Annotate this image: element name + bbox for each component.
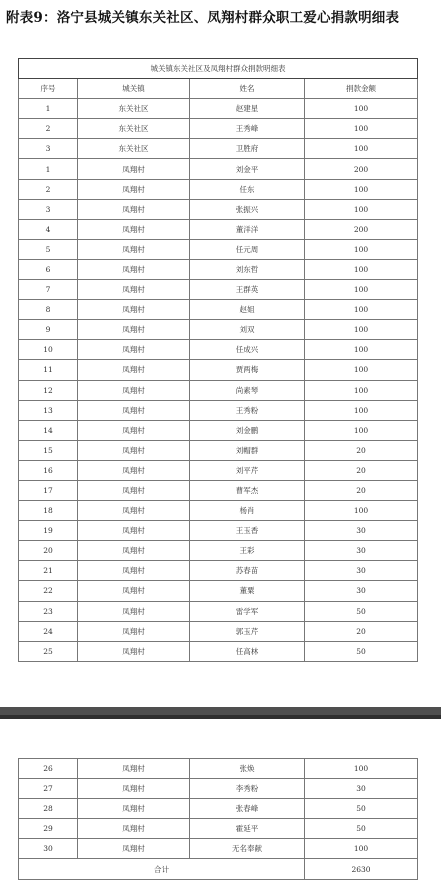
row-name-cell: 王秀峰 bbox=[190, 119, 305, 139]
row-amount-cell: 100 bbox=[305, 280, 418, 300]
row-amount-cell: 30 bbox=[305, 521, 418, 541]
row-amount-cell: 30 bbox=[305, 541, 418, 561]
row-name-cell: 霍延平 bbox=[190, 819, 305, 839]
row-amount-cell: 100 bbox=[305, 340, 418, 360]
donation-table bbox=[18, 58, 418, 662]
row-seq-cell: 7 bbox=[19, 280, 78, 300]
row-name-cell: 刘双 bbox=[190, 320, 305, 340]
row-name-cell: 董洋洋 bbox=[190, 219, 305, 239]
row-seq-cell: 23 bbox=[19, 601, 78, 621]
row-amount-cell: 100 bbox=[305, 420, 418, 440]
row-seq-cell: 10 bbox=[19, 340, 78, 360]
row-name-cell: 王秀粉 bbox=[190, 400, 305, 420]
total-row bbox=[19, 859, 418, 879]
row-name-cell: 曹军杰 bbox=[190, 480, 305, 500]
row-town-cell: 凤翔村 bbox=[78, 480, 190, 500]
row-seq-cell: 5 bbox=[19, 239, 78, 259]
row-seq-cell: 18 bbox=[19, 501, 78, 521]
row-town-cell: 凤翔村 bbox=[78, 601, 190, 621]
table-row bbox=[19, 380, 418, 400]
row-amount-cell: 20 bbox=[305, 440, 418, 460]
row-seq-cell: 3 bbox=[19, 199, 78, 219]
row-town-cell: 凤翔村 bbox=[78, 440, 190, 460]
donation-table-continued bbox=[18, 758, 418, 880]
header-town: 城关镇 bbox=[78, 79, 190, 99]
row-amount-cell: 20 bbox=[305, 460, 418, 480]
row-name-cell: 张焕 bbox=[190, 759, 305, 779]
table-row bbox=[19, 621, 418, 641]
table-caption-row bbox=[19, 59, 418, 79]
row-amount-cell: 100 bbox=[305, 759, 418, 779]
row-town-cell: 凤翔村 bbox=[78, 581, 190, 601]
row-name-cell: 刘帽群 bbox=[190, 440, 305, 460]
row-seq-cell: 9 bbox=[19, 320, 78, 340]
row-seq-cell: 3 bbox=[19, 139, 78, 159]
row-amount-cell: 100 bbox=[305, 239, 418, 259]
total-label: 合计 bbox=[19, 859, 305, 879]
row-town-cell: 凤翔村 bbox=[78, 199, 190, 219]
row-amount-cell: 100 bbox=[305, 119, 418, 139]
total-value: 2630 bbox=[305, 859, 418, 879]
table-row bbox=[19, 159, 418, 179]
row-name-cell: 郭玉芹 bbox=[190, 621, 305, 641]
row-seq-cell: 17 bbox=[19, 480, 78, 500]
row-town-cell: 东关社区 bbox=[78, 99, 190, 119]
table-row bbox=[19, 839, 418, 859]
row-name-cell: 赵建星 bbox=[190, 99, 305, 119]
row-amount-cell: 100 bbox=[305, 839, 418, 859]
table-row bbox=[19, 280, 418, 300]
donation-table-page-2 bbox=[18, 758, 418, 880]
table-row bbox=[19, 360, 418, 380]
row-seq-cell: 25 bbox=[19, 641, 78, 661]
row-seq-cell: 15 bbox=[19, 440, 78, 460]
table-row bbox=[19, 199, 418, 219]
table-row bbox=[19, 139, 418, 159]
row-name-cell: 任元周 bbox=[190, 239, 305, 259]
table-row bbox=[19, 799, 418, 819]
row-name-cell: 刘金鹏 bbox=[190, 420, 305, 440]
table-caption: 城关镇东关社区及凤翔村群众捐款明细表 bbox=[19, 59, 418, 79]
row-amount-cell: 100 bbox=[305, 139, 418, 159]
table-row bbox=[19, 239, 418, 259]
table-row bbox=[19, 601, 418, 621]
row-town-cell: 凤翔村 bbox=[78, 561, 190, 581]
row-amount-cell: 100 bbox=[305, 300, 418, 320]
row-amount-cell: 50 bbox=[305, 641, 418, 661]
row-seq-cell: 21 bbox=[19, 561, 78, 581]
page-break-divider bbox=[0, 707, 441, 719]
row-town-cell: 凤翔村 bbox=[78, 460, 190, 480]
table-row bbox=[19, 501, 418, 521]
row-amount-cell: 200 bbox=[305, 159, 418, 179]
row-town-cell: 凤翔村 bbox=[78, 521, 190, 541]
row-amount-cell: 100 bbox=[305, 400, 418, 420]
row-name-cell: 任成兴 bbox=[190, 340, 305, 360]
row-name-cell: 王群英 bbox=[190, 280, 305, 300]
row-town-cell: 东关社区 bbox=[78, 119, 190, 139]
row-town-cell: 凤翔村 bbox=[78, 320, 190, 340]
row-seq-cell: 11 bbox=[19, 360, 78, 380]
table-row bbox=[19, 641, 418, 661]
row-amount-cell: 50 bbox=[305, 819, 418, 839]
row-amount-cell: 100 bbox=[305, 99, 418, 119]
row-town-cell: 凤翔村 bbox=[78, 340, 190, 360]
row-seq-cell: 26 bbox=[19, 759, 78, 779]
row-town-cell: 凤翔村 bbox=[78, 159, 190, 179]
table-row bbox=[19, 541, 418, 561]
page-gap bbox=[0, 719, 441, 758]
row-name-cell: 苏春苗 bbox=[190, 561, 305, 581]
row-amount-cell: 20 bbox=[305, 480, 418, 500]
row-amount-cell: 100 bbox=[305, 360, 418, 380]
row-name-cell: 卫胜府 bbox=[190, 139, 305, 159]
row-town-cell: 凤翔村 bbox=[78, 380, 190, 400]
row-seq-cell: 24 bbox=[19, 621, 78, 641]
table-row bbox=[19, 99, 418, 119]
row-name-cell: 贾两梅 bbox=[190, 360, 305, 380]
row-town-cell: 凤翔村 bbox=[78, 219, 190, 239]
table-row bbox=[19, 581, 418, 601]
row-town-cell: 凤翔村 bbox=[78, 839, 190, 859]
row-name-cell: 任高林 bbox=[190, 641, 305, 661]
row-seq-cell: 16 bbox=[19, 460, 78, 480]
row-town-cell: 凤翔村 bbox=[78, 420, 190, 440]
row-name-cell: 杨肖 bbox=[190, 501, 305, 521]
row-seq-cell: 12 bbox=[19, 380, 78, 400]
row-name-cell: 王彩 bbox=[190, 541, 305, 561]
row-amount-cell: 50 bbox=[305, 601, 418, 621]
row-town-cell: 凤翔村 bbox=[78, 300, 190, 320]
header-seq: 序号 bbox=[19, 79, 78, 99]
table-row bbox=[19, 521, 418, 541]
row-town-cell: 东关社区 bbox=[78, 139, 190, 159]
table-row bbox=[19, 819, 418, 839]
row-name-cell: 张春峰 bbox=[190, 799, 305, 819]
row-name-cell: 张振兴 bbox=[190, 199, 305, 219]
row-town-cell: 凤翔村 bbox=[78, 779, 190, 799]
row-town-cell: 凤翔村 bbox=[78, 641, 190, 661]
row-seq-cell: 4 bbox=[19, 219, 78, 239]
row-seq-cell: 14 bbox=[19, 420, 78, 440]
row-seq-cell: 1 bbox=[19, 99, 78, 119]
row-seq-cell: 13 bbox=[19, 400, 78, 420]
row-town-cell: 凤翔村 bbox=[78, 541, 190, 561]
table-row bbox=[19, 460, 418, 480]
row-name-cell: 李秀粉 bbox=[190, 779, 305, 799]
row-seq-cell: 2 bbox=[19, 119, 78, 139]
table-row bbox=[19, 119, 418, 139]
row-town-cell: 凤翔村 bbox=[78, 259, 190, 279]
row-name-cell: 刘东哲 bbox=[190, 259, 305, 279]
row-town-cell: 凤翔村 bbox=[78, 799, 190, 819]
row-name-cell: 刘平芹 bbox=[190, 460, 305, 480]
row-seq-cell: 8 bbox=[19, 300, 78, 320]
row-seq-cell: 22 bbox=[19, 581, 78, 601]
row-town-cell: 凤翔村 bbox=[78, 179, 190, 199]
row-name-cell: 董粟 bbox=[190, 581, 305, 601]
row-town-cell: 凤翔村 bbox=[78, 239, 190, 259]
row-seq-cell: 29 bbox=[19, 819, 78, 839]
row-amount-cell: 100 bbox=[305, 259, 418, 279]
table-row bbox=[19, 400, 418, 420]
table-header-row bbox=[19, 79, 418, 99]
row-name-cell: 任东 bbox=[190, 179, 305, 199]
row-town-cell: 凤翔村 bbox=[78, 621, 190, 641]
row-amount-cell: 100 bbox=[305, 199, 418, 219]
row-town-cell: 凤翔村 bbox=[78, 819, 190, 839]
row-amount-cell: 30 bbox=[305, 561, 418, 581]
row-town-cell: 凤翔村 bbox=[78, 400, 190, 420]
table-row bbox=[19, 179, 418, 199]
table-row bbox=[19, 561, 418, 581]
row-town-cell: 凤翔村 bbox=[78, 360, 190, 380]
row-amount-cell: 50 bbox=[305, 799, 418, 819]
row-amount-cell: 100 bbox=[305, 179, 418, 199]
row-amount-cell: 100 bbox=[305, 320, 418, 340]
row-amount-cell: 20 bbox=[305, 621, 418, 641]
row-seq-cell: 27 bbox=[19, 779, 78, 799]
table-row bbox=[19, 759, 418, 779]
row-town-cell: 凤翔村 bbox=[78, 759, 190, 779]
table-row bbox=[19, 779, 418, 799]
row-seq-cell: 1 bbox=[19, 159, 78, 179]
table-row bbox=[19, 420, 418, 440]
donation-table-page-1 bbox=[18, 58, 418, 662]
row-town-cell: 凤翔村 bbox=[78, 501, 190, 521]
row-town-cell: 凤翔村 bbox=[78, 280, 190, 300]
row-seq-cell: 20 bbox=[19, 541, 78, 561]
table-row bbox=[19, 340, 418, 360]
table-row bbox=[19, 320, 418, 340]
row-name-cell: 尚素琴 bbox=[190, 380, 305, 400]
row-amount-cell: 30 bbox=[305, 779, 418, 799]
row-seq-cell: 28 bbox=[19, 799, 78, 819]
row-name-cell: 王玉香 bbox=[190, 521, 305, 541]
header-name: 姓名 bbox=[190, 79, 305, 99]
row-amount-cell: 30 bbox=[305, 581, 418, 601]
row-name-cell: 雷学军 bbox=[190, 601, 305, 621]
row-seq-cell: 30 bbox=[19, 839, 78, 859]
row-amount-cell: 200 bbox=[305, 219, 418, 239]
page-title: 附表9：洛宁县城关镇东关社区、凤翔村群众职工爱心捐款明细表 bbox=[6, 10, 400, 26]
row-name-cell: 刘金平 bbox=[190, 159, 305, 179]
table-row bbox=[19, 259, 418, 279]
row-name-cell: 赵姐 bbox=[190, 300, 305, 320]
table-row bbox=[19, 219, 418, 239]
table-row bbox=[19, 440, 418, 460]
table-row bbox=[19, 480, 418, 500]
row-seq-cell: 2 bbox=[19, 179, 78, 199]
row-amount-cell: 100 bbox=[305, 380, 418, 400]
row-name-cell: 无名奉献 bbox=[190, 839, 305, 859]
row-seq-cell: 19 bbox=[19, 521, 78, 541]
row-seq-cell: 6 bbox=[19, 259, 78, 279]
row-amount-cell: 100 bbox=[305, 501, 418, 521]
header-amount: 捐款金额 bbox=[305, 79, 418, 99]
table-row bbox=[19, 300, 418, 320]
